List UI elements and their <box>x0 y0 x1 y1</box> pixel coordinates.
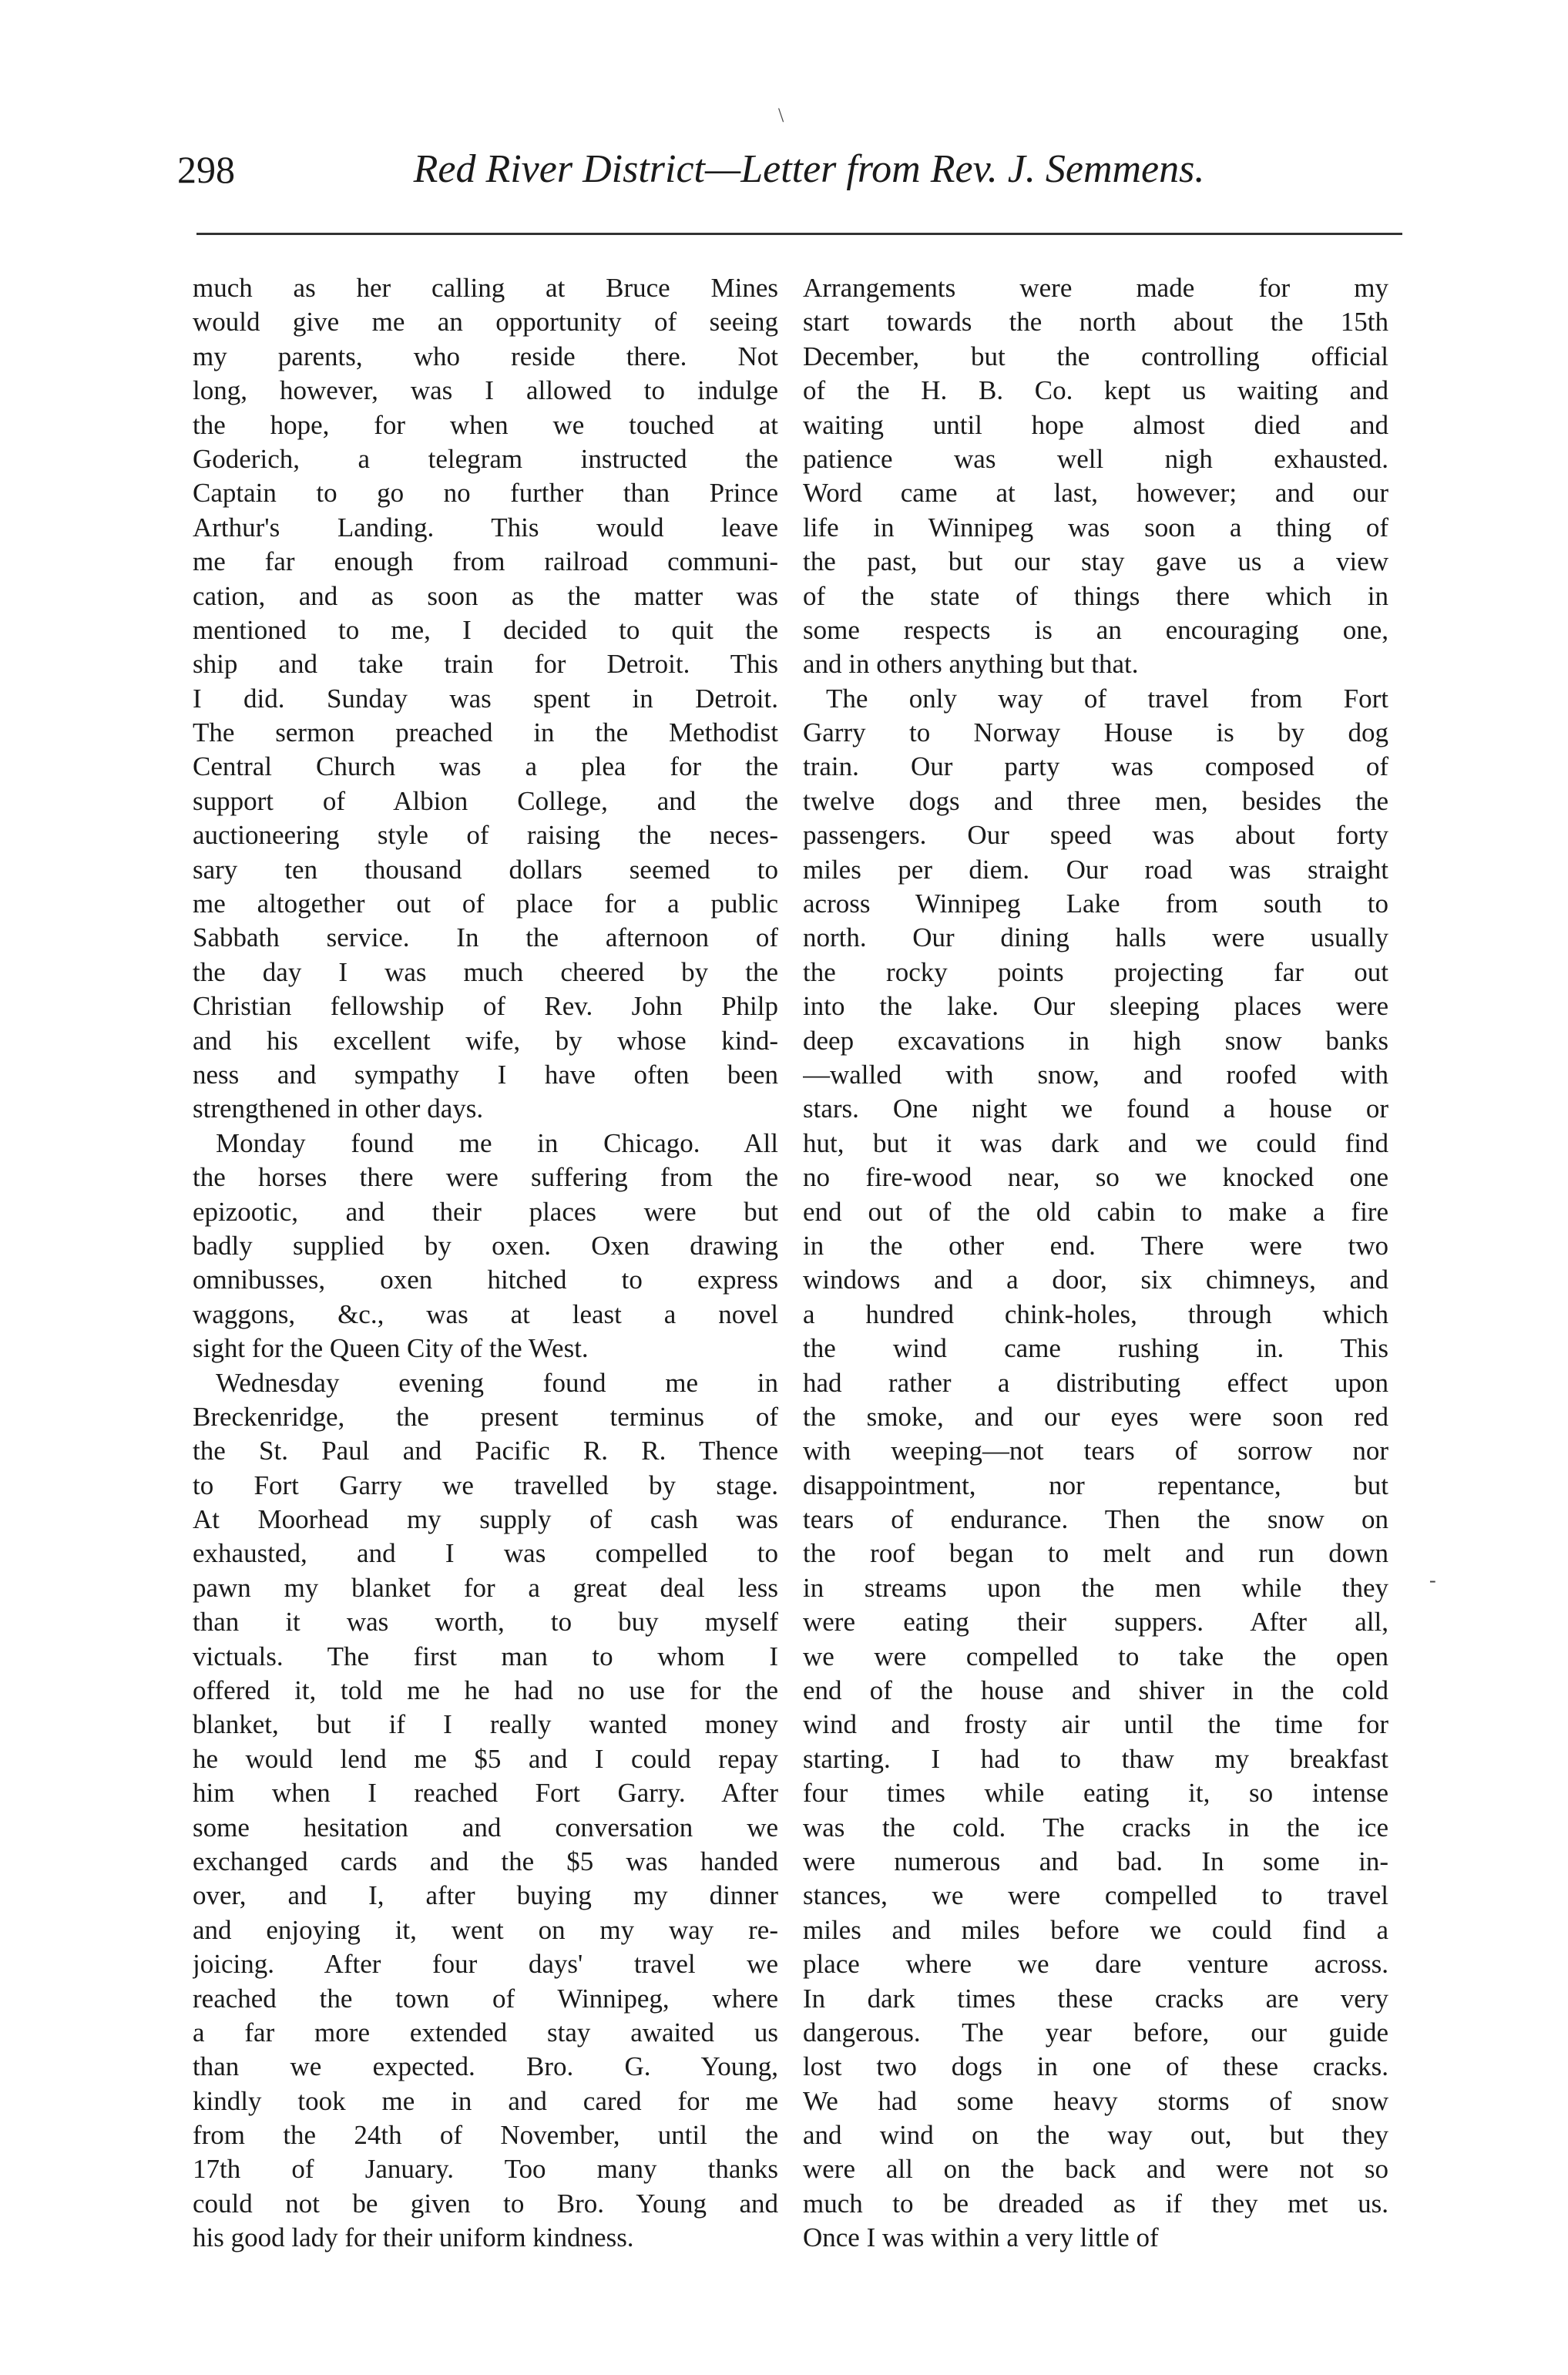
text-line: were numerous and bad. In some in- <box>803 1846 1388 1876</box>
text-line: and his excellent wife, by whose kind- <box>193 1025 778 1056</box>
text-line: than we expected. Bro. G. Young, <box>193 2051 778 2082</box>
text-line: exchanged cards and the $5 was handed <box>193 1846 778 1876</box>
header-rule <box>196 233 1402 235</box>
text-line: blanket, but if I really wanted money <box>193 1709 778 1740</box>
text-line: —walled with snow, and roofed with <box>803 1059 1388 1090</box>
text-line: my parents, who reside there. Not <box>193 341 778 371</box>
text-line: end out of the old cabin to make a fire <box>803 1196 1388 1227</box>
text-line: four times while eating it, so intense <box>803 1778 1388 1809</box>
text-line: In dark times these cracks are very <box>803 1983 1388 2014</box>
text-line: some hesitation and conversation we <box>193 1812 778 1843</box>
text-line: badly supplied by oxen. Oxen drawing <box>193 1230 778 1261</box>
text-line: disappointment, nor repentance, but <box>803 1470 1388 1500</box>
text-line: much to be dreaded as if they met us. <box>803 2188 1388 2219</box>
text-line: the horses there were suffering from the <box>193 1162 778 1193</box>
text-line: me far enough from railroad communi- <box>193 546 778 577</box>
text-line: from the 24th of November, until the <box>193 2120 778 2151</box>
text-line: the rocky points projecting far out <box>803 956 1388 987</box>
text-line: Word came at last, however; and our <box>803 478 1388 509</box>
text-line: into the lake. Our sleeping places were <box>803 991 1388 1022</box>
text-line: much as her calling at Bruce Mines <box>193 273 778 303</box>
text-line: start towards the north about the 15th <box>803 307 1388 338</box>
text-line: to Fort Garry we travelled by stage. <box>193 1470 778 1500</box>
text-line: a hundred chink-holes, through which <box>803 1298 1388 1329</box>
text-line: were eating their suppers. After all, <box>803 1607 1388 1638</box>
text-line: windows and a door, six chimneys, and <box>803 1265 1388 1295</box>
text-line: the day I was much cheered by the <box>193 956 778 987</box>
text-line: over, and I, after buying my dinner <box>193 1880 778 1911</box>
text-line: me altogether out of place for a public <box>193 889 778 919</box>
text-line: Christian fellowship of Rev. John Philp <box>193 991 778 1022</box>
text-line: exhausted, and I was compelled to <box>193 1538 778 1569</box>
text-line: long, however, was I allowed to indulge <box>193 375 778 406</box>
text-line: Garry to Norway House is by dog <box>803 717 1388 748</box>
text-line: offered it, told me he had no use for the <box>193 1675 778 1706</box>
text-line: Goderich, a telegram instructed the <box>193 443 778 474</box>
text-line: in streams upon the men while they <box>803 1572 1388 1603</box>
text-line: stars. One night we found a house or <box>803 1093 1388 1124</box>
text-line: no fire-wood near, so we knocked one <box>803 1162 1388 1193</box>
text-line: than it was worth, to buy myself <box>193 1607 778 1638</box>
text-line: ness and sympathy I have often been <box>193 1059 778 1090</box>
text-line: reached the town of Winnipeg, where <box>193 1983 778 2014</box>
text-line: north. Our dining halls were usually <box>803 922 1388 953</box>
text-line: Arrangements were made for my <box>803 273 1388 303</box>
text-line: had rather a distributing effect upon <box>803 1367 1388 1398</box>
text-line: waggons, &c., was at least a novel <box>193 1298 778 1329</box>
text-line: could not be given to Bro. Young and <box>193 2188 778 2219</box>
printer-mark-top: \ <box>778 104 784 126</box>
text-line: some respects is an encouraging one, <box>803 614 1388 645</box>
text-line: was the cold. The cracks in the ice <box>803 1812 1388 1843</box>
text-line: auctioneering style of raising the neces- <box>193 820 778 851</box>
text-line: a far more extended stay awaited us <box>193 2017 778 2047</box>
text-line: were all on the back and were not so <box>803 2154 1388 2185</box>
text-line: I did. Sunday was spent in Detroit. <box>193 683 778 714</box>
right-column <box>803 271 1388 2256</box>
text-line: the wind came rushing in. This <box>803 1333 1388 1364</box>
text-line: life in Winnipeg was soon a thing of <box>803 512 1388 543</box>
text-line: Captain to go no further than Prince <box>193 478 778 509</box>
text-line: The sermon preached in the Methodist <box>193 717 778 748</box>
text-line: cation, and as soon as the matter was <box>193 580 778 611</box>
text-line: The only way of travel from Fort <box>826 683 1388 714</box>
text-line: sary ten thousand dollars seemed to <box>193 854 778 885</box>
text-line: in the other end. There were two <box>803 1230 1388 1261</box>
text-line: Wednesday evening found me in <box>216 1367 778 1398</box>
text-line: patience was well nigh exhausted. <box>803 443 1388 474</box>
text-line: hut, but it was dark and we could find <box>803 1127 1388 1158</box>
text-line: pawn my blanket for a great deal less <box>193 1572 778 1603</box>
text-line: across Winnipeg Lake from south to <box>803 889 1388 919</box>
text-line: train. Our party was composed of <box>803 751 1388 782</box>
text-line: joicing. After four days' travel we <box>193 1949 778 1980</box>
text-line: the smoke, and our eyes were soon red <box>803 1401 1388 1432</box>
text-line: miles per diem. Our road was straight <box>803 854 1388 885</box>
text-line: omnibusses, oxen hitched to express <box>193 1265 778 1295</box>
text-line: We had some heavy storms of snow <box>803 2085 1388 2116</box>
text-line: Monday found me in Chicago. All <box>216 1127 778 1158</box>
page-header <box>177 146 1395 208</box>
text-line: Breckenridge, the present terminus of <box>193 1401 778 1432</box>
text-line: of the H. B. Co. kept us waiting and <box>803 375 1388 406</box>
text-line: starting. I had to thaw my breakfast <box>803 1743 1388 1774</box>
text-line: victuals. The first man to whom I <box>193 1641 778 1671</box>
text-line: wind and frosty air until the time for <box>803 1709 1388 1740</box>
text-line: waiting until hope almost died and <box>803 409 1388 440</box>
text-line: 17th of January. Too many thanks <box>193 2154 778 2185</box>
text-line: the past, but our stay gave us a view <box>803 546 1388 577</box>
text-line: Sabbath service. In the afternoon of <box>193 922 778 953</box>
text-line: and in others anything but that. <box>803 649 1139 680</box>
page-number: 298 <box>177 148 235 191</box>
text-line: deep excavations in high snow banks <box>803 1025 1388 1056</box>
running-title: Red River District—Letter from Rev. J. Semmens. <box>413 147 1205 191</box>
text-line: sight for the Queen City of the West. <box>193 1333 589 1364</box>
text-line: support of Albion College, and the <box>193 785 778 816</box>
text-line: lost two dogs in one of these cracks. <box>803 2051 1388 2082</box>
text-line: place where we dare venture across. <box>803 1949 1388 1980</box>
text-line: kindly took me in and cared for me <box>193 2085 778 2116</box>
text-line: Once I was within a very little of <box>803 2222 1159 2253</box>
text-line: we were compelled to take the open <box>803 1641 1388 1671</box>
text-line: twelve dogs and three men, besides the <box>803 785 1388 816</box>
text-line: his good lady for their uniform kindness. <box>193 2222 634 2253</box>
text-line: the roof began to melt and run down <box>803 1538 1388 1569</box>
text-line: strengthened in other days. <box>193 1093 484 1124</box>
text-line: mentioned to me, I decided to quit the <box>193 614 778 645</box>
text-line: and wind on the way out, but they <box>803 2120 1388 2151</box>
text-line: stances, we were compelled to travel <box>803 1880 1388 1911</box>
text-line: Central Church was a plea for the <box>193 751 778 782</box>
text-line: ship and take train for Detroit. This <box>193 649 778 680</box>
text-line: tears of endurance. Then the snow on <box>803 1504 1388 1535</box>
text-line: the hope, for when we touched at <box>193 409 778 440</box>
printer-mark-right: - <box>1429 1569 1436 1591</box>
text-line: and enjoying it, went on my way re- <box>193 1914 778 1945</box>
text-line: of the state of things there which in <box>803 580 1388 611</box>
text-line: miles and miles before we could find a <box>803 1914 1388 1945</box>
text-line: dangerous. The year before, our guide <box>803 2017 1388 2047</box>
text-line: Arthur's Landing. This would leave <box>193 512 778 543</box>
text-line: would give me an opportunity of seeing <box>193 307 778 338</box>
text-line: December, but the controlling official <box>803 341 1388 371</box>
text-line: end of the house and shiver in the cold <box>803 1675 1388 1706</box>
left-column <box>193 271 778 2256</box>
text-line: he would lend me $5 and I could repay <box>193 1743 778 1774</box>
text-line: epizootic, and their places were but <box>193 1196 778 1227</box>
text-line: him when I reached Fort Garry. After <box>193 1778 778 1809</box>
text-line: with weeping—not tears of sorrow nor <box>803 1436 1388 1466</box>
text-line: the St. Paul and Pacific R. R. Thence <box>193 1436 778 1466</box>
text-line: passengers. Our speed was about forty <box>803 820 1388 851</box>
text-line: At Moorhead my supply of cash was <box>193 1504 778 1535</box>
